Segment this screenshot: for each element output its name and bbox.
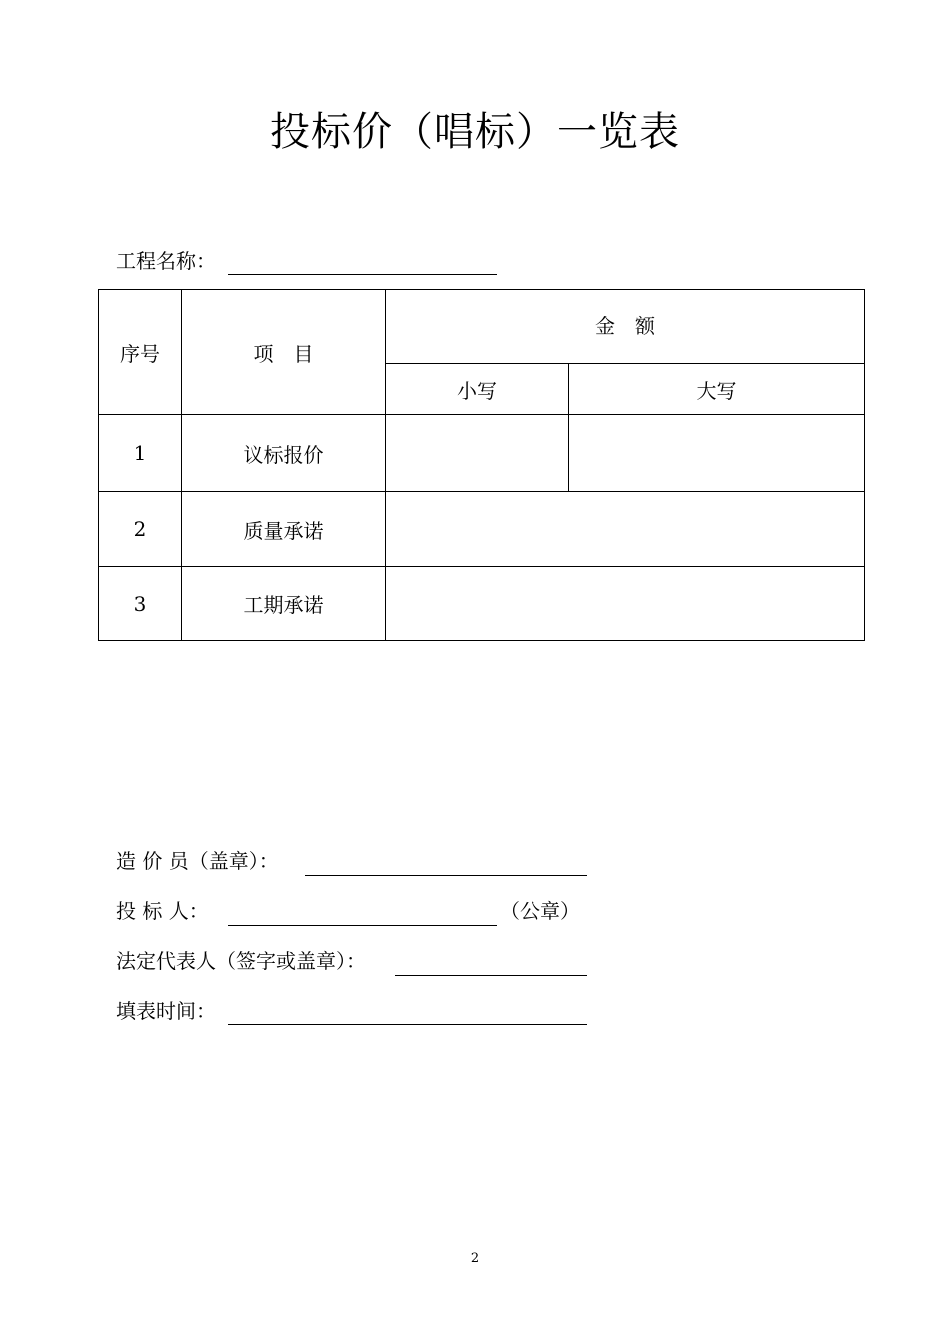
fill-date-field[interactable] bbox=[228, 1024, 587, 1025]
document-title: 投标价（唱标）一览表 bbox=[270, 109, 680, 155]
schedule-commitment-cell[interactable] bbox=[386, 567, 865, 641]
table-row bbox=[99, 567, 865, 641]
bid-price-table bbox=[98, 289, 865, 641]
header-uppercase: 大写 bbox=[569, 364, 865, 415]
header-item: 项 目 bbox=[182, 290, 386, 415]
header-lowercase: 小写 bbox=[386, 364, 569, 415]
fill-date-label: 填表时间： bbox=[116, 999, 216, 1023]
bidder-field[interactable] bbox=[228, 925, 497, 926]
row-item: 工期承诺 bbox=[182, 567, 386, 641]
bidder-seal-note: （公章） bbox=[500, 899, 580, 923]
bid-price-lowercase-cell[interactable] bbox=[386, 415, 569, 492]
row-seq: 1 bbox=[99, 415, 182, 492]
row-seq: 3 bbox=[99, 567, 182, 641]
bid-price-uppercase-cell[interactable] bbox=[569, 415, 865, 492]
row-item: 议标报价 bbox=[182, 415, 386, 492]
project-name-label: 工程名称： bbox=[116, 249, 216, 273]
bidder-label: 投 标 人： bbox=[116, 899, 209, 923]
header-seq: 序号 bbox=[99, 290, 182, 415]
row-seq: 2 bbox=[99, 492, 182, 567]
table-row bbox=[99, 415, 865, 492]
header-amount: 金 额 bbox=[386, 290, 865, 364]
cost-engineer-field[interactable] bbox=[305, 875, 587, 876]
quality-commitment-cell[interactable] bbox=[386, 492, 865, 567]
page-number: 2 bbox=[470, 1251, 480, 1266]
row-item: 质量承诺 bbox=[182, 492, 386, 567]
table-row bbox=[99, 492, 865, 567]
legal-rep-field[interactable] bbox=[395, 975, 587, 976]
project-name-field[interactable] bbox=[228, 274, 497, 275]
cost-engineer-label: 造 价 员（盖章）： bbox=[116, 849, 279, 873]
legal-rep-label: 法定代表人（签字或盖章）： bbox=[116, 949, 366, 973]
